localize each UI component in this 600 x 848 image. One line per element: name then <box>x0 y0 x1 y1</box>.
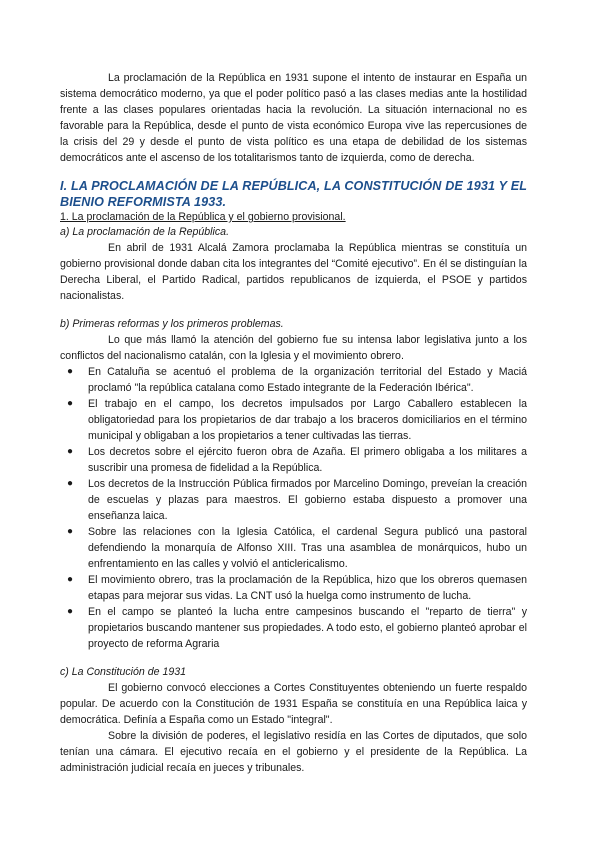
part-a-paragraph: En abril de 1931 Alcalá Zamora proclamaba la República mientras se constituía un gobierno provisional donde daban cita los integrantes del “Comité ejecutivo”. En él se distinguían la Derecha Liberal, el Partido Radical, partidos republicanos de izquierda, el PSOE y partidos nacionalistas. <box>60 242 527 302</box>
part-a-heading: a) La proclamación de la República. <box>60 226 230 238</box>
bullet-icon: ● <box>67 606 74 617</box>
bullet-icon: ● <box>67 574 74 585</box>
bullet-icon: ● <box>67 478 74 489</box>
list-item: ● El movimiento obrero, tras la proclamación de la República, hizo que los obreros quemasen etapas para mejorar sus vidas. La CNT usó la huelga como instrumento de lucha. <box>67 574 527 602</box>
list-item: ● Sobre las relaciones con la Iglesia Católica, el cardenal Segura publicó una pastoral defendiendo la monarquía de Alfonso XIII. Tras una asamblea de monárquicos, hubo un enfrentamiento en las calles y volvió el anticlericalismo. <box>67 526 527 570</box>
subsection-heading: 1. La proclamación de la República y el gobierno provisional. <box>60 211 346 223</box>
part-c-paragraph-1: El gobierno convocó elecciones a Cortes Constituyentes obteniendo un fuerte respaldo popular. De acuerdo con la Constitución de 1931 España se constituía en una República laica y democrática. Definía a España como un Estado "integral". <box>60 682 527 726</box>
list-item: ● Los decretos sobre el ejército fueron obra de Azaña. El primero obligaba a los militares a suscribir una promesa de fidelidad a la República. <box>67 446 527 474</box>
list-item: ● En el campo se planteó la lucha entre campesinos buscando el "reparto de tierra" y propietarios buscando mantener sus propiedades. A todo esto, el gobierno planteó aprobar el proyecto de reforma Agraria <box>67 606 527 650</box>
list-item: ● En Cataluña se acentuó el problema de la organización territorial del Estado y Maciá proclamó "la república catalana como Estado integrante de la Federación Ibérica". <box>67 366 527 394</box>
part-b-paragraph: Lo que más llamó la atención del gobierno fue su intensa labor legislativa junto a los conflictos del nacionalismo catalán, con la Iglesia y el movimiento obrero. <box>60 334 527 362</box>
bullet-icon: ● <box>67 366 74 377</box>
bullet-icon: ● <box>67 526 74 537</box>
section-heading: I. LA PROCLAMACIÓN DE LA REPÚBLICA, LA CONSTITUCIÓN DE 1931 Y EL BIENIO REFORMISTA 1933. <box>60 179 527 209</box>
reform-list <box>60 364 527 652</box>
bullet-icon: ● <box>67 398 74 409</box>
document-page <box>60 70 527 776</box>
part-c-paragraph-2: Sobre la división de poderes, el legislativo residía en las Cortes de diputados, que solo tenían una cámara. El ejecutivo recaía en el gobierno y el presidente de la República. La administración judicial recaía en jueces y tribunales. <box>60 730 527 774</box>
list-item: ● El trabajo en el campo, los decretos impulsados por Largo Caballero establecen la obligatoriedad para los propietarios de dar trabajo a los braceros domiciliarios en el término municipal y obligaban a los propietarios a tener cultivadas las tierras. <box>67 398 527 442</box>
bullet-icon: ● <box>67 446 74 457</box>
part-b-heading: b) Primeras reformas y los primeros problemas. <box>60 318 284 330</box>
list-item: ● Los decretos de la Instrucción Pública firmados por Marcelino Domingo, preveían la creación de escuelas y plazas para maestros. El gobierno estaba dispuesto a promover una enseñanza laica. <box>67 478 527 522</box>
intro-paragraph: La proclamación de la República en 1931 supone el intento de instaurar en España un sistema democrático moderno, ya que el poder político pasó a las clases medias ante la hostilidad frente a las clases populares orientadas hacia la revolución. La situación internacional no es favorable para la República, desde el punto de vista económico Europa vive las repercusiones de la crisis del 29 y desde el punto de vista político es una etapa de debilidad de los sistemas democráticos ante el ascenso de los totalitarismos tanto de izquierda, como de derecha. <box>60 72 527 164</box>
part-c-heading: c) La Constitución de 1931 <box>60 666 187 678</box>
